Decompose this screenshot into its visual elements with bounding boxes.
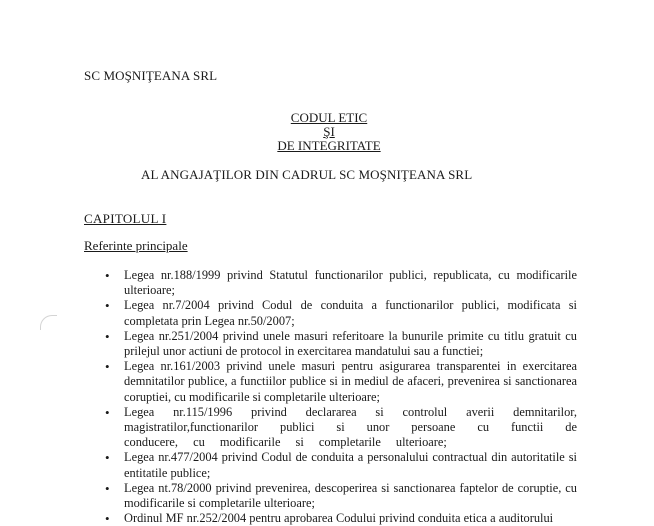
- law-text: Legea nr.188/1999 privind Statutul functionarilor publici, republicata, cu modificarile ulterioare;: [124, 268, 577, 298]
- title-line-1: CODUL ETIC: [290, 110, 368, 125]
- list-item: [105, 480, 577, 511]
- title-line-3: DE INTEGRITATE: [277, 138, 381, 153]
- chapter-heading: CAPITOLUL I: [84, 211, 167, 226]
- section-heading: Referinte principale: [84, 238, 188, 253]
- bullet-icon: •: [105, 268, 110, 283]
- list-item: [105, 298, 577, 328]
- bullet-icon: •: [105, 480, 110, 496]
- scan-artifact: [40, 315, 57, 330]
- law-text: Ordinul MF nr.252/2004 pentru aprobarea Codului privind conduita etica a auditorului: [124, 511, 554, 526]
- list-item: [105, 328, 577, 359]
- bullet-icon: •: [105, 450, 110, 466]
- list-item: [105, 359, 577, 405]
- law-text: Legea nr.161/2003 privind unele masuri pentru asigurarea transparentei in exercitarea demnitatilor publice, a functiilor publice si in mediul de afaceri, prevenirea si sanctionarea coruptiei, cu modificarile si completarile ulterioare;: [124, 359, 577, 404]
- document-subtitle: AL ANGAJAŢILOR DIN CADRUL SC MOŞNIŢEANA SRL: [141, 167, 473, 182]
- company-name: SC MOŞNIŢEANA SRL: [84, 68, 218, 83]
- bullet-icon: •: [105, 404, 110, 420]
- title-line-2: ŞI: [323, 124, 335, 139]
- list-item: [105, 450, 577, 480]
- law-text: Legea nr.251/2004 privind unele masuri referitoare la bunurile primite cu titlu gratuit cu prilejul unor actiuni de protocol in exercitarea mandatului sau a functiei;: [124, 328, 577, 359]
- law-text: Legea nr.7/2004 privind Codul de conduita a functionarilor publici, modificata si completata prin Legea nr.50/2007;: [124, 298, 577, 328]
- law-reference-list: [105, 268, 577, 526]
- list-item: [105, 404, 577, 451]
- document-title: [0, 111, 654, 153]
- bullet-icon: •: [105, 328, 110, 344]
- list-item: [105, 268, 577, 298]
- list-item: [105, 511, 577, 526]
- bullet-icon: •: [105, 359, 110, 375]
- bullet-icon: •: [105, 511, 110, 526]
- law-text: Legea nr.477/2004 privind Codul de conduita a personalului contractual din autoritatile si entitatile publice;: [124, 450, 577, 480]
- law-text: Legea nr.115/1996 privind declararea si controlul averii demnitarilor, magistratilor,functionarilor publici si unor persoane cu functii de conducere, cu modificarile si completarile ulterioare;: [124, 404, 577, 450]
- bullet-icon: •: [105, 298, 110, 314]
- law-text: Legea nt.78/2000 privind prevenirea, descoperirea si sanctionarea faptelor de coruptie, cu modificarile si completarile ulterioare;: [124, 480, 577, 511]
